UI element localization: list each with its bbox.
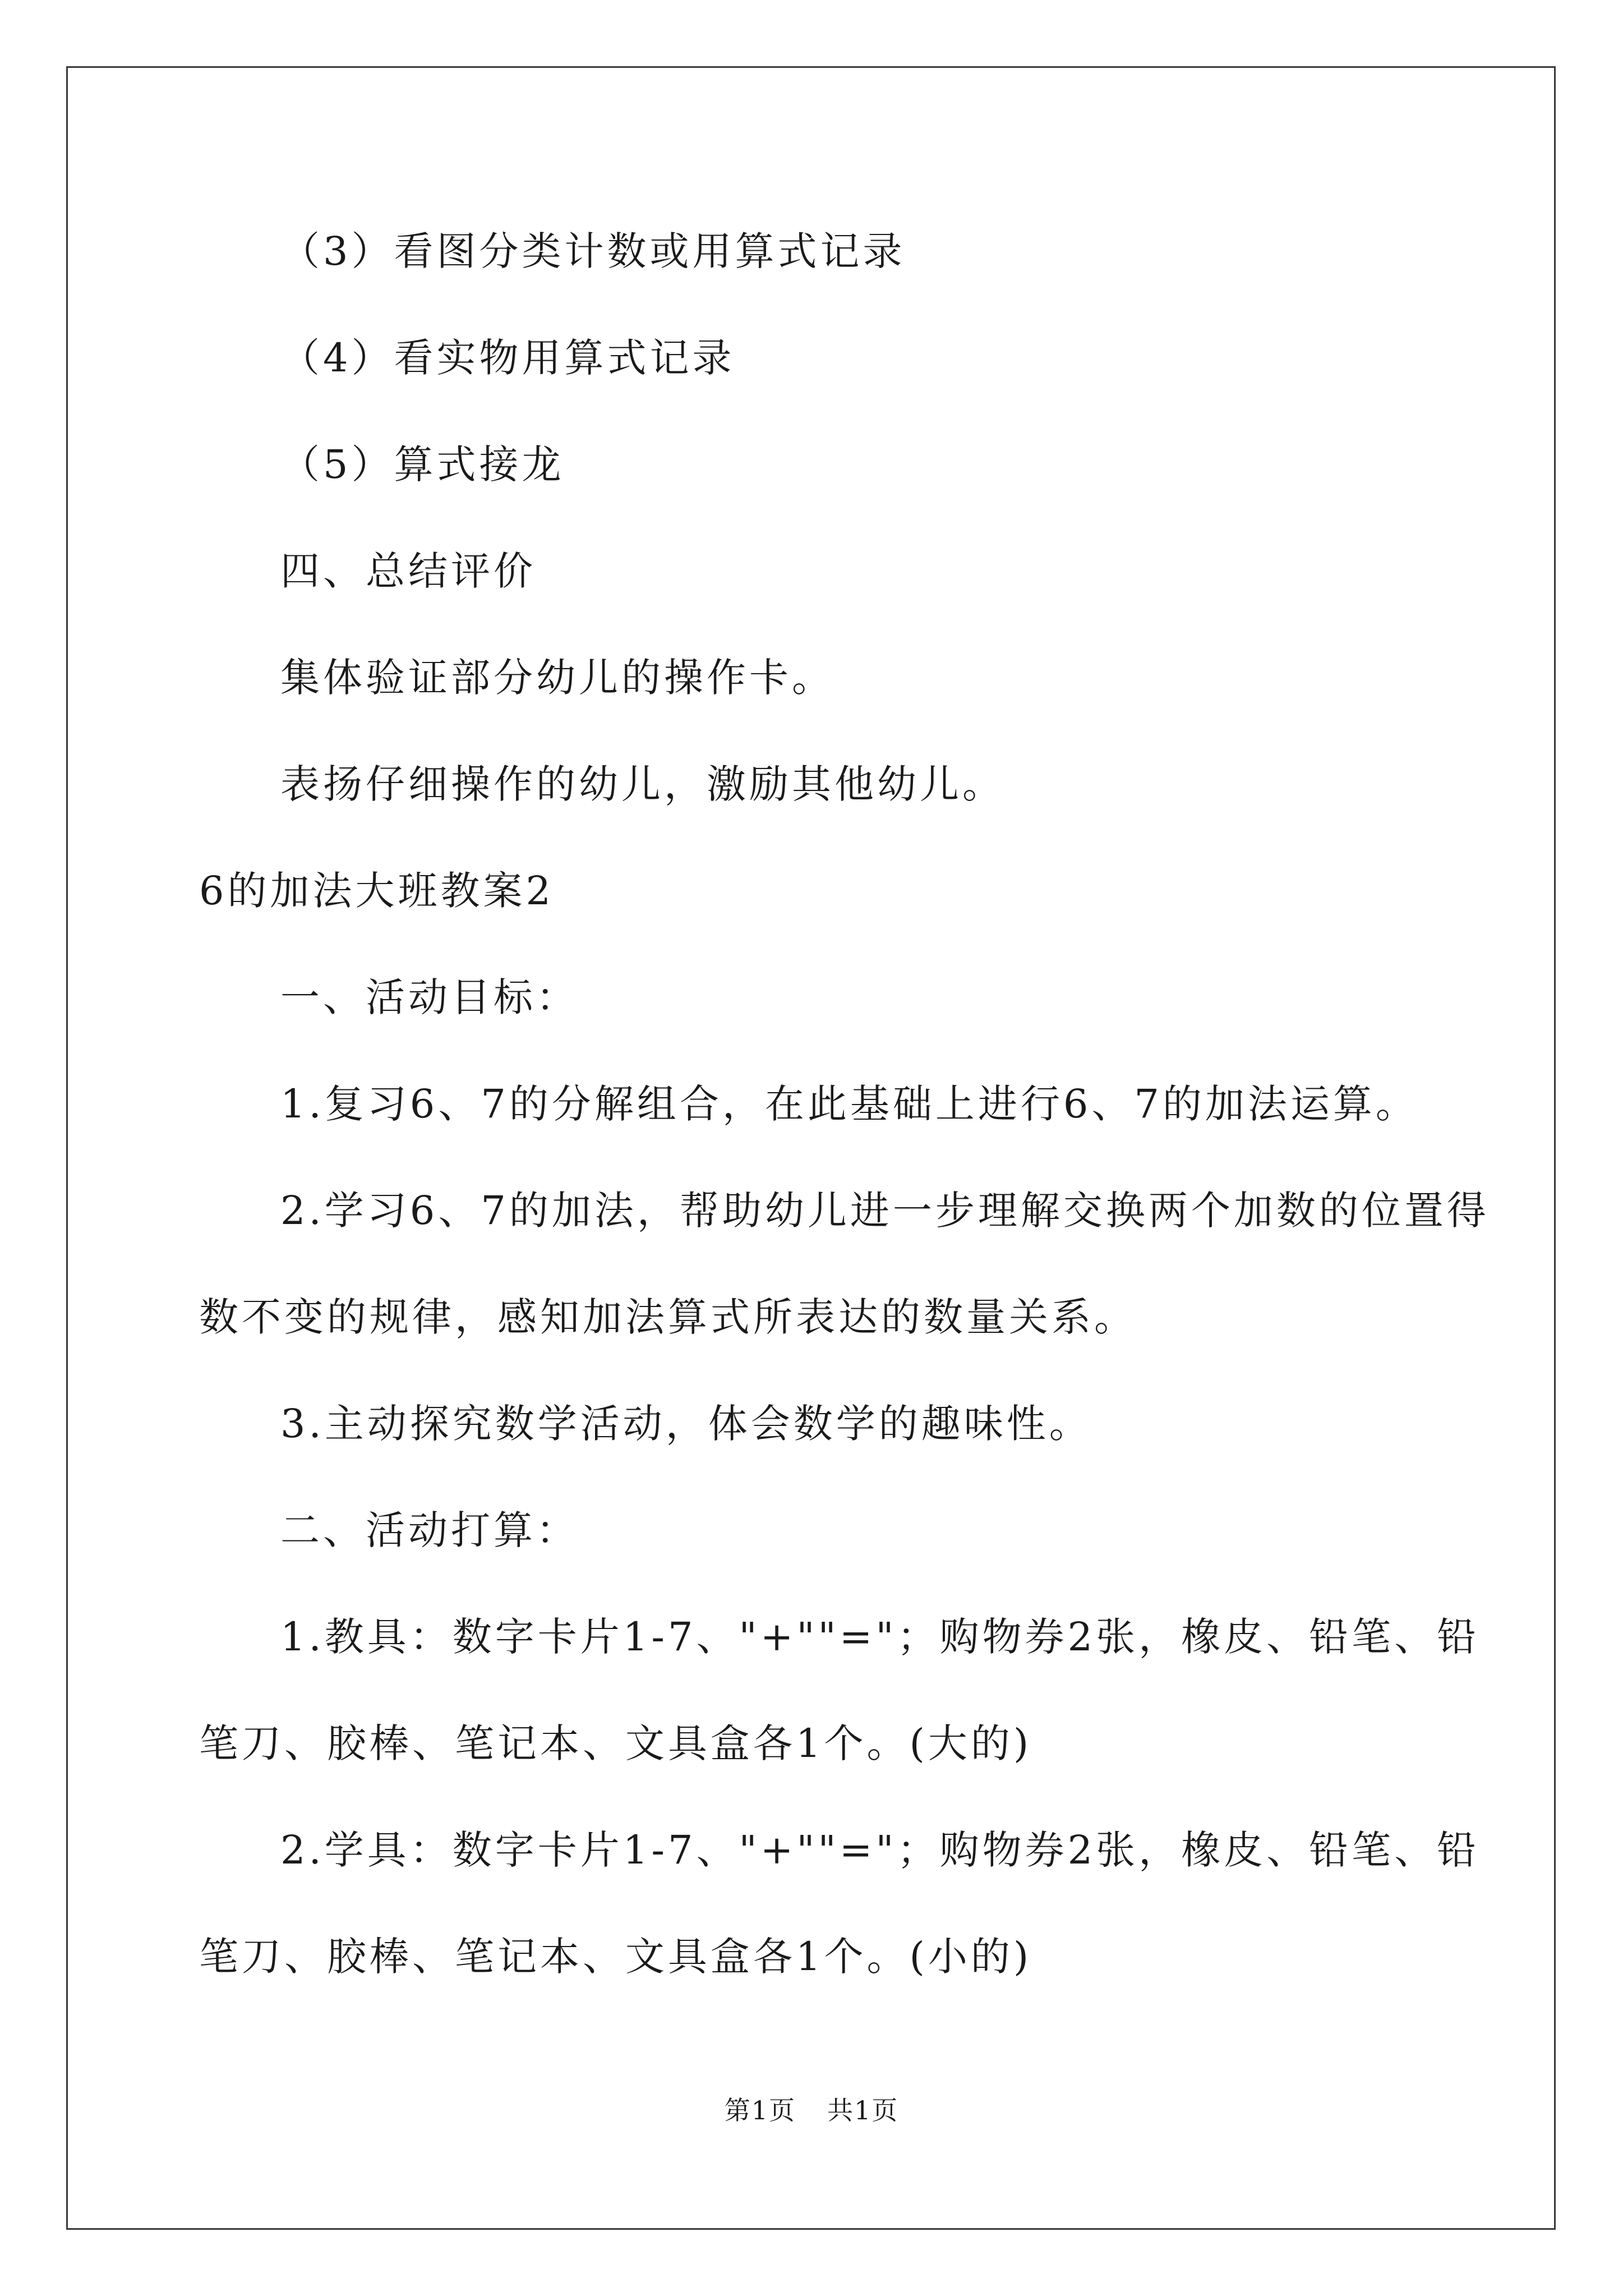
text-line: 笔刀、胶棒、笔记本、文具盒各1个。(大的) [199, 1720, 1032, 1766]
text-line: （5）算式接龙 [280, 441, 565, 487]
page-footer [0, 2093, 1623, 2127]
section-heading: 二、活动打算： [280, 1507, 579, 1553]
text-line: 1.复习6、7的分解组合，在此基础上进行6、7的加法运算。 [280, 1081, 1418, 1127]
text-line: 笔刀、胶棒、笔记本、文具盒各1个。(小的) [199, 1934, 1032, 1980]
text-line: 表扬仔细操作的幼儿，激励其他幼儿。 [280, 761, 1005, 807]
section-heading: 四、总结评价 [280, 548, 536, 594]
text-line: 2.学习6、7的加法，帮助幼儿进一步理解交换两个加数的位置得 [280, 1188, 1490, 1234]
section-heading: 一、活动目标： [280, 974, 579, 1020]
text-line: 3.主动探究数学活动，体会数学的趣味性。 [280, 1401, 1092, 1447]
page-border [66, 66, 1556, 2230]
text-line: 2.学具：数字卡片1-7、"+""="；购物券2张，橡皮、铅笔、铅 [280, 1827, 1480, 1873]
text-line: 1.教具：数字卡片1-7、"+""="；购物券2张，橡皮、铅笔、铅 [280, 1614, 1480, 1660]
text-line: （4）看实物用算式记录 [280, 335, 735, 381]
document-title: 6的加法大班教案2 [199, 868, 555, 914]
text-line: （3）看图分类计数或用算式记录 [280, 228, 906, 274]
page-total: 共1页 [827, 2095, 899, 2125]
text-line: 数不变的规律，感知加法算式所表达的数量关系。 [199, 1294, 1137, 1340]
text-line: 集体验证部分幼儿的操作卡。 [280, 655, 834, 701]
page-number: 第1页 [724, 2095, 796, 2125]
